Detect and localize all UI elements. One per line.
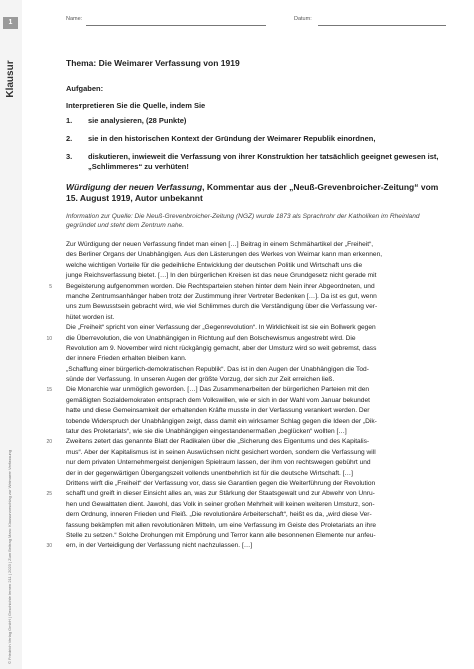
line-text: hütet worden ist.: [66, 313, 115, 321]
left-sidebar: [0, 0, 22, 669]
text-line: [66, 500, 448, 510]
line-text: welche wichtigen Vorteile für die gedeihliche Entwicklung der deutschen Politik und Wirtschaft uns die: [66, 261, 363, 269]
task-item: [66, 152, 448, 172]
line-text: „Schaffung einer bürgerlich-demokratischen Republik“. Das ist in den Augen der Unabhängigen die Tod-: [66, 365, 369, 373]
text-line: [49, 282, 448, 292]
text-line: [46, 489, 448, 499]
line-text: hen und Gewalttaten dient. Jawohl, das Volk in seiner großen Mehrheit will keinen weiteren Umsturz, son-: [66, 500, 375, 508]
date-label: Datum:: [294, 16, 312, 22]
line-text: der in der gegenwärtigen Übergangszeit vollends unentbehrlich ist für die deutsche Wirtschaft. […]: [66, 469, 353, 477]
page-title: Thema: Die Weimarer Verfassung von 1919: [66, 58, 240, 68]
source-info: Information zur Quelle: Die Neuß-Grevenbroicher-Zeitung (NGZ) wurde 1873 als Sprachrohr der Katholiken im Rheinland gegründet und steht dem Zentrum nahe.: [66, 213, 420, 229]
text-line: [66, 323, 448, 333]
section-label: Klausur: [5, 60, 16, 98]
task-number: 2.: [66, 134, 73, 143]
text-line: [66, 354, 448, 364]
line-text: der innere Frieden erhalten bleiben kann.: [66, 355, 187, 363]
text-line: [66, 406, 448, 416]
line-text: dern Ordnung, inneren Frieden und Fleiß. „Die revolutionäre Arbeiterschaft“, heißt es da, „wird diese Ver-: [66, 511, 372, 519]
line-text: uns zum Bewusstsein gebracht wird, wie viel Schlimmes durch die Verständigung über die Verfassung ver-: [66, 303, 378, 311]
task-text: sie in den historischen Kontext der Gründung der Weimarer Republik einordnen,: [88, 134, 376, 143]
text-line: [46, 437, 448, 447]
line-number: 5: [49, 283, 52, 290]
line-text: Drittens wirft die „Freiheit“ der Verfassung vor, dass sie Garantien gegen die Weiterführung der Revolution: [66, 479, 376, 487]
source-body: [46, 240, 448, 552]
text-line: [46, 541, 448, 551]
page-number: 1: [3, 17, 18, 29]
text-line: [66, 531, 448, 541]
line-text: manche Zentrumsanhänger haben trotz der Zustimmung ihrer Vertreter Bedenken […]. Da ist es gut, wenn: [66, 292, 377, 300]
source-title-italic: Würdigung der neuen Verfassung: [66, 182, 203, 192]
line-number: 30: [46, 543, 52, 550]
text-line: [66, 250, 448, 260]
line-text: gemäßigten Sozialdemokraten entsprach dem Volkswillen, wie er sich in der Wahl vom Januar bekundet: [66, 396, 370, 404]
date-line: [318, 25, 446, 26]
header-row: [66, 16, 446, 30]
line-text: schafft und greift in dieser Einsicht alles an, was zur Stärkung der Staatsgewalt und zur Abwehr von Unru-: [66, 490, 375, 498]
text-line: [66, 510, 448, 520]
line-text: nur dem privaten Unternehmergeist denjenigen Spielraum lassen, der ihm von rechtswegen gebührt und: [66, 459, 371, 467]
text-line: [46, 334, 448, 344]
text-line: [66, 271, 448, 281]
line-text: mus“. Aber der Kapitalismus ist in seinen Auswüchsen nicht gesichert worden, sondern die Verfassung will: [66, 448, 376, 456]
text-line: [66, 458, 448, 468]
text-line: [66, 479, 448, 489]
line-text: Die Monarchie war unmöglich geworden. […] Das Zusammenarbeiten der bürgerlichen Parteien mit den: [66, 386, 370, 394]
source-title-rest: , Kommentar aus der „Neuß-Grevenbroicher-Zeitung“ vom 15. August 1919, Autor unbekannt: [66, 182, 439, 203]
text-line: [66, 521, 448, 531]
line-text: sünde der Verfassung. In unseren Augen der größte Vorzug, der sich zur Zeit erreichen ließ.: [66, 376, 335, 384]
task-number: 3.: [66, 152, 73, 161]
text-line: [66, 448, 448, 458]
line-text: fassung bekämpfen mit allen revolutionären Mitteln, um eine Verfassung im Geiste des Proletariats an ihre: [66, 521, 377, 529]
line-number: 10: [46, 335, 52, 342]
text-line: [66, 469, 448, 479]
text-line: [46, 385, 448, 395]
text-line: [66, 240, 448, 250]
line-text: die Überrevolution, die von Unabhängigen in Richtung auf den Bolschewismus angestrebt wird. Die: [66, 334, 356, 342]
line-number: 20: [46, 439, 52, 446]
tasks-intro: Interpretieren Sie die Quelle, indem Sie: [66, 101, 206, 110]
line-text: hatte und diese Gemeinsamkeit der erhaltenden Kräfte musste in der Verfassung verankert werden. Der: [66, 407, 370, 415]
line-text: ern, in der Verteidigung der Verfassung nicht nachzulassen. […]: [66, 542, 253, 550]
line-text: Stelle zu setzen.“ Solche Drohungen mit Empörung und Terror kann alle besonnenen Elemente nur anfeu-: [66, 531, 376, 539]
line-text: Zur Würdigung der neuen Verfassung findet man einen […] Beitrag in einem Schmähartikel der „Freiheit“,: [66, 241, 374, 248]
line-text: Revolution am 9. November wird nicht rückgängig gemacht, aber der Umsturz wird so weit gebremst, dass: [66, 344, 377, 352]
main-content: [46, 58, 448, 552]
text-line: [66, 313, 448, 323]
text-line: [66, 261, 448, 271]
line-text: des Berliner Organs der Unabhängigen. Aus den Lästerungen des Werkes von Weimar kann man erkennen,: [66, 251, 383, 259]
text-line: [66, 396, 448, 406]
text-line: [66, 417, 448, 427]
line-text: junge Reichsverfassung bietet. […] In den bürgerlichen Kreisen ist das neue Grundgesetz nicht gerade mit: [66, 272, 377, 280]
task-item: [66, 116, 448, 126]
text-line: [66, 292, 448, 302]
name-line: [86, 25, 266, 26]
task-text: sie analysieren, (28 Punkte): [88, 116, 187, 125]
line-text: Begeisterung aufgenommen worden. Die Rechtsparteien stehen hinter dem Nein ihrer Abgeordneten, und: [66, 282, 375, 290]
copyright-note: © Friedrich Verlag GmbH | Geschichte lernen 211 | 2023 | Zum Beitrag Marx: Klausurvorschlag zur Weimarer Verfassung: [7, 449, 12, 664]
source-title: [66, 182, 448, 204]
text-line: [66, 344, 448, 354]
text-line: [66, 427, 448, 437]
text-line: [66, 302, 448, 312]
line-text: Zweitens zetert das genannte Blatt der Radikalen über die „Sicherung des Eigentums und des Kapitalis-: [66, 438, 370, 446]
name-label: Name:: [66, 16, 83, 22]
tasks-heading: Aufgaben:: [66, 84, 104, 93]
text-line: [66, 365, 448, 375]
line-text: tobende Widerspruch der Unabhängigen zeigt, dass damit ein wirksamer Schlag gegen die Ideen der „Dik-: [66, 417, 377, 425]
task-text: diskutieren, inwieweit die Verfassung von ihrer Konstruktion her tatsächlich geeignet gewesen ist, „Schlimmeres“ zu verhüten!: [88, 152, 439, 171]
line-number: 15: [46, 387, 52, 394]
text-line: [66, 375, 448, 385]
task-number: 1.: [66, 116, 73, 125]
line-text: Die „Freiheit“ spricht von einer Verfassung der „Gegenrevolution“. In Wirklichkeit ist sie ein Bollwerk gegen: [66, 324, 376, 332]
line-number: 25: [46, 491, 52, 498]
task-item: [66, 134, 448, 144]
line-text: tatur des Proletariats“, wie sie die Unabhängigen eingestandenermaßen „beglücken“ wollten […]: [66, 428, 347, 436]
